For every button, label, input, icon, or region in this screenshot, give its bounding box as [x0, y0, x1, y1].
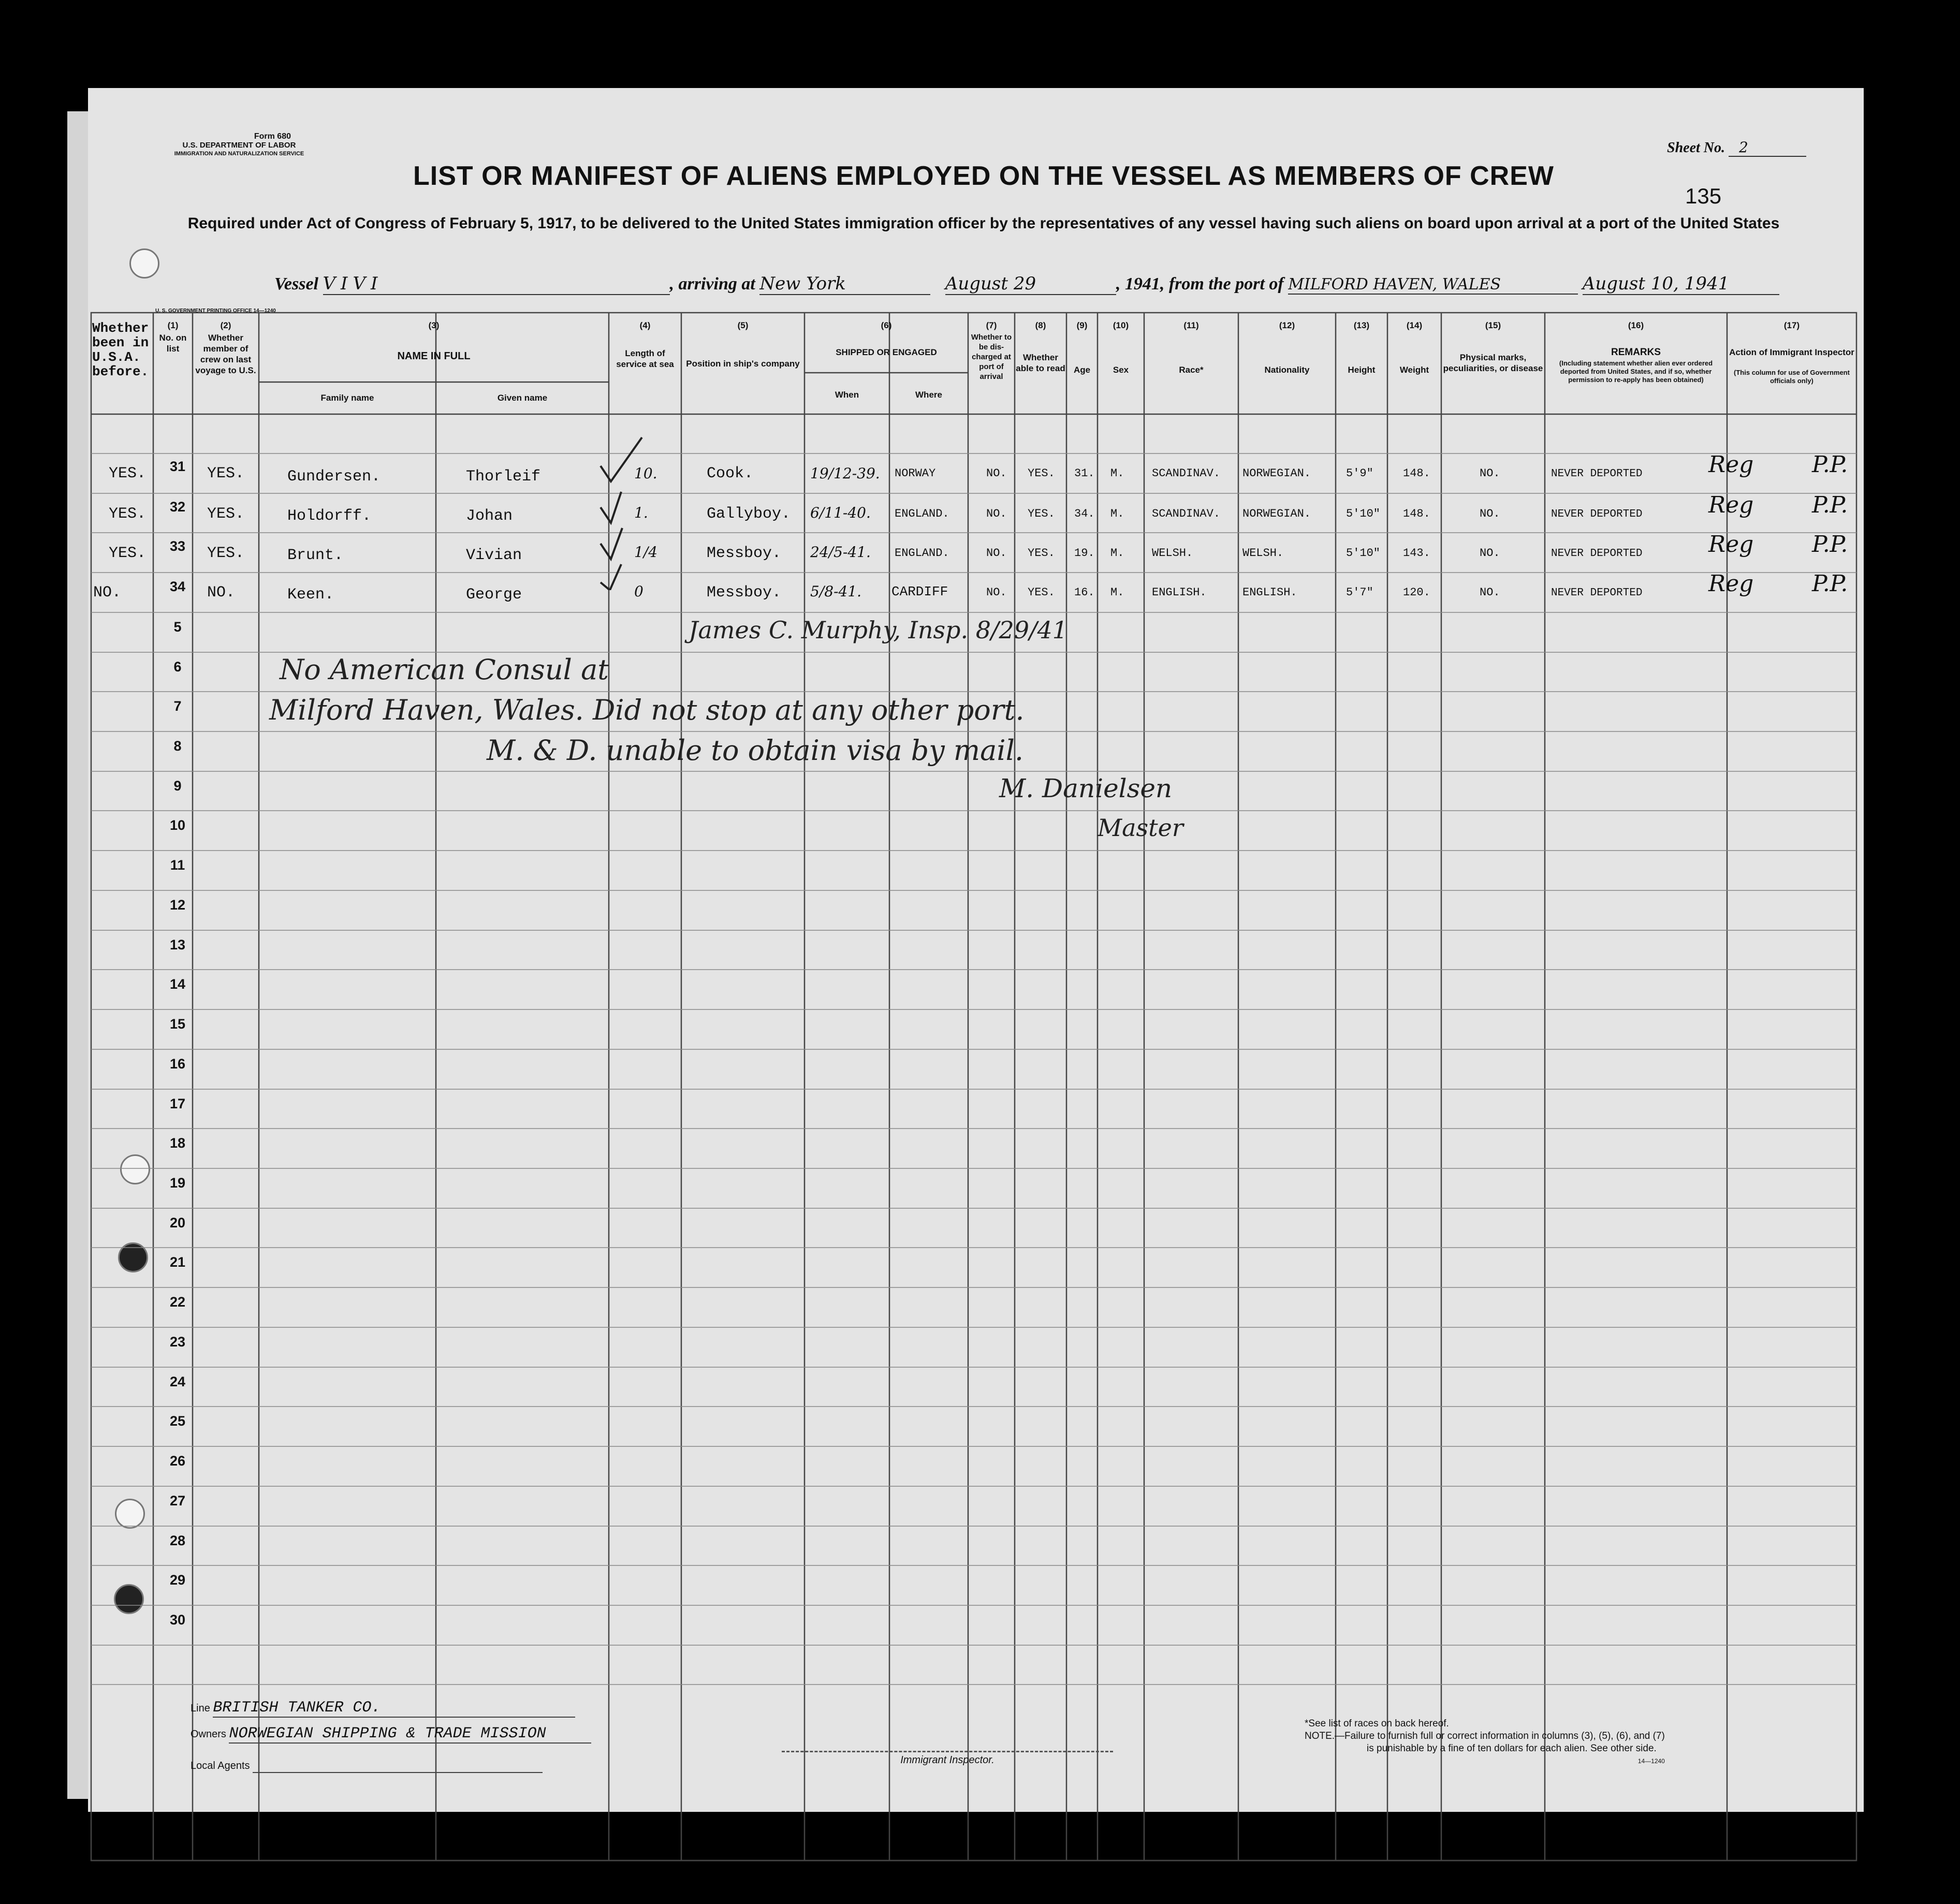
- col-header-nationality: Nationality: [1264, 365, 1310, 375]
- page-subtitle: Required under Act of Congress of February 5, 1917, to be delivered to the United States immigration officer by the representatives of any vessel having such aliens on board upon arrival at a port of the United States: [187, 215, 1780, 232]
- cell-when: 6/11-40.: [810, 504, 871, 521]
- row-number: 14: [169, 976, 186, 992]
- row-number: 16: [169, 1056, 186, 1072]
- cell-discharged: NO.: [986, 467, 1007, 480]
- cell-weight: 120.: [1403, 586, 1430, 599]
- footer-line: [191, 1699, 575, 1718]
- cell-action: Reg: [1708, 492, 1754, 518]
- cell-nationality: NORWEGIAN.: [1242, 507, 1311, 520]
- cell-discharged: NO.: [986, 507, 1007, 520]
- cell-position: Gallyboy.: [707, 505, 791, 523]
- arriving-port: New York: [759, 273, 930, 295]
- col-header-12-num: (12): [1279, 320, 1295, 330]
- row-number: 26: [169, 1453, 186, 1469]
- cell-list-no: 32: [169, 499, 186, 515]
- cell-family-name: Keen.: [287, 586, 334, 604]
- cell-read: YES.: [1028, 586, 1055, 599]
- col-header-16-num: (16): [1628, 320, 1644, 330]
- cell-been-before: YES.: [109, 465, 147, 482]
- row-number: 27: [169, 1493, 186, 1508]
- arrival-year: , 1941: [1116, 274, 1160, 294]
- page-title: LIST OR MANIFEST OF ALIENS EMPLOYED ON THE VESSEL AS MEMBERS OF CREW: [413, 161, 1554, 191]
- cell-nationality: NORWEGIAN.: [1242, 467, 1311, 480]
- cell-last-voyage: YES.: [207, 465, 245, 482]
- departure-port: MILFORD HAVEN, WALES: [1288, 275, 1578, 295]
- row-number: 30: [169, 1612, 186, 1628]
- cell-discharged: NO.: [986, 586, 1007, 599]
- col-header-shipped: SHIPPED OR ENGAGED: [836, 347, 937, 357]
- cell-action: Reg: [1708, 451, 1754, 478]
- cell-remarks: NEVER DEPORTED: [1551, 548, 1643, 560]
- col-header-11-num: (11): [1183, 320, 1199, 330]
- agents-line: [253, 1760, 543, 1773]
- cell-position: Cook.: [707, 465, 754, 482]
- cell-remarks: NEVER DEPORTED: [1551, 587, 1643, 599]
- cell-read: YES.: [1028, 507, 1055, 520]
- col-header-marks: Physical marks, peculiarities, or disease: [1443, 353, 1543, 373]
- row-number: 21: [169, 1254, 186, 1270]
- col-header-last-voyage: Whether member of crew on last voyage to U.S.: [195, 333, 256, 375]
- footer-owners: [191, 1725, 591, 1744]
- cell-family-name: Gundersen.: [287, 468, 381, 486]
- cell-when: 5/8-41.: [810, 583, 862, 600]
- cell-service: 10.: [634, 465, 657, 482]
- cell-list-no: 31: [169, 459, 186, 474]
- row-number: 15: [169, 1016, 186, 1032]
- line-label: Line: [191, 1703, 210, 1714]
- handwritten-note-2: Milford Haven, Wales. Did not stop at any other port.: [269, 694, 1025, 726]
- cell-list-no: 33: [169, 538, 186, 554]
- cell-discharged: NO.: [986, 547, 1007, 560]
- cell-marks: NO.: [1480, 586, 1500, 599]
- col-header-action-note: (This column for use of Government officials only): [1734, 369, 1850, 385]
- cell-nationality: ENGLISH.: [1242, 586, 1297, 599]
- row-number: 24: [169, 1374, 186, 1389]
- col-header-where: Where: [915, 390, 942, 400]
- cell-marks: NO.: [1480, 547, 1500, 560]
- col-header-race: Race*: [1179, 365, 1204, 375]
- cell-sex: M.: [1110, 547, 1124, 560]
- cell-family-name: Brunt.: [287, 547, 344, 564]
- cell-sex: M.: [1110, 507, 1124, 520]
- cell-last-voyage: NO.: [207, 584, 236, 602]
- cell-list-no: 34: [169, 579, 186, 594]
- row-number: 6: [173, 659, 182, 675]
- cell-height: 5'10": [1346, 507, 1381, 520]
- cell-sex: M.: [1110, 586, 1124, 599]
- row-number: 11: [170, 857, 185, 873]
- cell-family-name: Holdorff.: [287, 507, 372, 525]
- col-header-15-num: (15): [1485, 320, 1501, 330]
- footer-agents: [191, 1760, 543, 1773]
- cell-last-voyage: YES.: [207, 545, 245, 562]
- row-number: 10: [169, 817, 186, 833]
- handwritten-note-1: No American Consul at: [280, 653, 609, 686]
- cell-service: 1/4: [634, 544, 658, 561]
- cell-sex: M.: [1110, 467, 1124, 480]
- line-value: BRITISH TANKER CO.: [213, 1699, 575, 1718]
- cell-remarks: NEVER DEPORTED: [1551, 468, 1643, 480]
- cell-been-before: YES.: [109, 505, 147, 523]
- col-header-6-num: (6): [881, 320, 892, 330]
- from-label: , from the port of: [1160, 274, 1284, 294]
- vessel-label: Vessel: [274, 274, 318, 294]
- form-code: 14—1240: [1637, 1757, 1665, 1765]
- inspector-signature: James C. Murphy, Insp. 8/29/41: [689, 616, 1068, 644]
- col-header-position: Position in ship's company: [686, 359, 800, 369]
- cell-service: 1.: [634, 504, 648, 521]
- col-header-5-num: (5): [737, 320, 749, 330]
- cell-position: Messboy.: [707, 584, 782, 602]
- col-header-remarks-note: (Including statement whether alien ever ordered deported from United States, and if so, whether permission to re-apply has been obtained): [1559, 359, 1713, 384]
- cell-race: SCANDINAV.: [1152, 507, 1221, 520]
- master-signature: M. Danielsen: [999, 773, 1173, 803]
- col-header-1-num: (1): [167, 320, 179, 330]
- col-header-sex: Sex: [1113, 365, 1129, 375]
- col-header-height: Height: [1348, 365, 1376, 375]
- col-header-name: NAME IN FULL: [397, 350, 471, 362]
- col-header-action: Action of Immigrant Inspector: [1729, 347, 1854, 357]
- col-header-17-num: (17): [1783, 320, 1800, 330]
- cell-given-name: George: [466, 586, 522, 604]
- cell-weight: 148.: [1403, 467, 1430, 480]
- immigrant-inspector-label: Immigrant Inspector.: [782, 1751, 1113, 1766]
- row-number: 5: [173, 619, 182, 635]
- cell-action-2: P.P.: [1812, 492, 1848, 518]
- service-name: IMMIGRATION AND NATURALIZATION SERVICE: [174, 151, 304, 157]
- cell-age: 31.: [1074, 467, 1095, 480]
- row-number: 18: [169, 1135, 186, 1151]
- col-header-7-num: (7): [986, 320, 997, 330]
- cell-given-name: Johan: [466, 507, 513, 525]
- cell-position: Messboy.: [707, 545, 782, 562]
- row-number: 28: [169, 1533, 186, 1548]
- arriving-label: , arriving at: [669, 274, 755, 294]
- cell-read: YES.: [1028, 547, 1055, 560]
- col-header-weight: Weight: [1399, 365, 1429, 375]
- row-number: 9: [173, 778, 182, 794]
- owners-label: Owners: [191, 1729, 226, 1740]
- cell-read: YES.: [1028, 467, 1055, 480]
- col-header-remarks: REMARKS: [1611, 347, 1661, 358]
- cell-race: ENGLISH.: [1152, 586, 1207, 599]
- cell-age: 16.: [1074, 586, 1095, 599]
- col-header-age: Age: [1073, 365, 1091, 375]
- cell-action-2: P.P.: [1812, 531, 1848, 558]
- printer-note: U. S. GOVERNMENT PRINTING OFFICE 14—1240: [155, 308, 276, 314]
- vessel-name: VIVI: [323, 273, 670, 295]
- owners-value: NORWEGIAN SHIPPING & TRADE MISSION: [229, 1725, 591, 1744]
- col-header-10-num: (10): [1113, 320, 1129, 330]
- col-header-8-num: (8): [1035, 320, 1046, 330]
- cell-when: 24/5-41.: [810, 544, 871, 561]
- check-marks: [590, 435, 652, 590]
- cell-remarks: NEVER DEPORTED: [1551, 508, 1643, 520]
- col-header-13-num: (13): [1353, 320, 1370, 330]
- penalty-note-2: is punishable by a fine of ten dollars for each alien. See other side.: [1367, 1743, 1657, 1754]
- sheet-value: 2: [1729, 139, 1806, 157]
- cell-given-name: Thorleif: [466, 468, 541, 486]
- cell-age: 34.: [1074, 507, 1095, 520]
- row-number: 17: [169, 1096, 186, 1111]
- col-header-2-num: (2): [220, 320, 231, 330]
- col-header-3-num: (3): [428, 320, 440, 330]
- row-number: 7: [173, 698, 182, 714]
- row-number: 8: [173, 738, 182, 754]
- cell-where: NORWAY: [895, 467, 936, 480]
- cell-race: SCANDINAV.: [1152, 467, 1221, 480]
- col-header-family-name: Family name: [320, 393, 374, 403]
- col-header-discharged: Whether to be dis-charged at port of arrival: [971, 333, 1012, 381]
- col-header-4-num: (4): [639, 320, 651, 330]
- departure-date: August 10, 1941: [1583, 273, 1779, 295]
- cell-weight: 148.: [1403, 507, 1430, 520]
- agents-label: Local Agents: [191, 1760, 250, 1771]
- cell-given-name: Vivian: [466, 547, 522, 564]
- arrival-date: August 29: [945, 273, 1116, 295]
- cell-marks: NO.: [1480, 507, 1500, 520]
- col-header-when: When: [835, 390, 859, 400]
- footer-notes: [1305, 1718, 1665, 1767]
- row-number: 13: [169, 937, 186, 953]
- cell-height: 5'7": [1346, 586, 1373, 599]
- cell-when: 19/12-39.: [810, 465, 880, 482]
- cell-marks: NO.: [1480, 467, 1500, 480]
- form-number: Form 680: [254, 132, 291, 141]
- cell-where: CARDIFF: [891, 584, 948, 599]
- cell-action: Reg: [1708, 531, 1754, 558]
- cell-race: WELSH.: [1152, 547, 1193, 560]
- sheet-label: Sheet No.: [1667, 140, 1725, 156]
- cell-where: ENGLAND.: [895, 547, 949, 560]
- cell-where: ENGLAND.: [895, 507, 949, 520]
- row-number: 25: [169, 1413, 186, 1429]
- cell-action: Reg: [1708, 570, 1754, 597]
- penalty-note: NOTE.—Failure to furnish full or correct information in columns (3), (5), (6), and (7): [1305, 1731, 1665, 1741]
- handwritten-note-3: M. & D. unable to obtain visa by mail.: [487, 734, 1024, 767]
- cell-been-before: YES.: [109, 545, 147, 562]
- col-header-been-before: Whether been in U.S.A. before.: [92, 320, 149, 379]
- page-number: 135: [1685, 184, 1722, 208]
- row-number: 19: [169, 1175, 186, 1191]
- cell-nationality: WELSH.: [1242, 547, 1284, 560]
- department-name: U.S. DEPARTMENT OF LABOR: [182, 141, 296, 150]
- cell-last-voyage: YES.: [207, 505, 245, 523]
- cell-action-2: P.P.: [1812, 570, 1848, 597]
- col-header-read: Whether able to read: [1016, 353, 1065, 373]
- col-header-given-name: Given name: [497, 393, 548, 403]
- cell-service: 0: [634, 583, 643, 600]
- row-number: 29: [169, 1572, 186, 1588]
- cell-height: 5'10": [1346, 547, 1381, 560]
- col-header-service: Length of service at sea: [616, 348, 674, 369]
- row-number: 12: [169, 897, 186, 913]
- col-header-9-num: (9): [1076, 320, 1088, 330]
- cell-weight: 143.: [1403, 547, 1430, 560]
- col-header-list-no: No. on list: [159, 333, 187, 354]
- col-header-14-num: (14): [1406, 320, 1423, 330]
- master-title: Master: [1098, 814, 1183, 842]
- races-note: *See list of races on back hereof.: [1305, 1718, 1449, 1729]
- cell-action-2: P.P.: [1812, 451, 1848, 478]
- row-number: 23: [169, 1334, 186, 1350]
- row-number: 22: [169, 1294, 186, 1310]
- row-number: 20: [169, 1215, 186, 1231]
- cell-age: 19.: [1074, 547, 1095, 560]
- cell-been-before: NO.: [93, 584, 122, 602]
- cell-height: 5'9": [1346, 467, 1373, 480]
